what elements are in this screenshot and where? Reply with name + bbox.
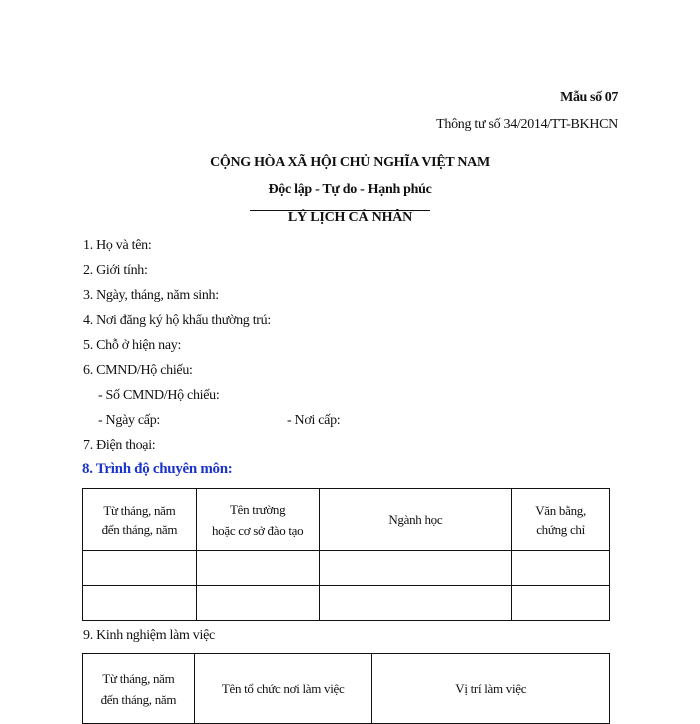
column-header-line: Ngành học [388,512,443,527]
field-permanent-address: 4. Nơi đăng ký hộ khẩu thường trú: [83,313,271,328]
table-header-row [83,489,610,551]
table-row [83,551,610,586]
table-cell[interactable] [319,586,512,621]
table-header-row [83,654,610,724]
table-cell[interactable] [196,586,319,621]
column-header-period [83,654,195,724]
column-header-degree [512,489,610,551]
column-header-line: Vị trí làm việc [455,681,527,696]
field-current-residence: 5. Chỗ ở hiện nay: [83,338,182,353]
table-cell[interactable] [512,586,610,621]
column-header-line: chứng chỉ [536,521,585,537]
form-code: Mẫu số 07 [560,90,618,105]
column-header-organization [194,654,372,724]
field-birth-date: 3. Ngày, tháng, năm sinh: [83,288,219,303]
circular-reference: Thông tư số 34/2014/TT-BKHCN [436,117,618,132]
experience-heading: 9. Kinh nghiệm làm việc [83,628,215,643]
education-table [82,488,610,621]
table-cell[interactable] [319,551,512,586]
field-issue-place: - Nơi cấp: [287,413,341,428]
table-cell[interactable] [83,586,197,621]
column-header-line: Từ tháng, năm [102,670,175,686]
table-cell[interactable] [196,551,319,586]
column-header-line: Tên trường [230,501,286,517]
field-issue-date: - Ngày cấp: [98,413,161,428]
column-header-line: hoặc cơ sở đào tạo [211,522,304,538]
column-header-school [196,489,319,551]
column-header-line: Văn bằng, [535,502,586,518]
document-title: LÝ LỊCH CÁ NHÂN [287,210,413,225]
column-header-line: đến tháng, năm [101,521,178,537]
field-gender: 2. Giới tính: [83,263,148,278]
national-title: CỘNG HÒA XÃ HỘI CHỦ NGHĨA VIỆT NAM [210,155,490,170]
field-id-card: 6. CMND/Hộ chiếu: [83,363,193,378]
national-motto: Độc lập - Tự do - Hạnh phúc [268,182,432,197]
column-header-line: Tên tổ chức nơi làm việc [221,681,345,696]
table-cell[interactable] [512,551,610,586]
field-id-number: - Số CMND/Hộ chiếu: [98,388,220,403]
column-header-line: Từ tháng, năm [103,502,176,518]
column-header-position [372,654,610,724]
table-cell[interactable] [83,551,197,586]
column-header-line: đến tháng, năm [100,691,177,707]
column-header-period [83,489,197,551]
field-phone: 7. Điện thoại: [83,438,156,453]
experience-table [82,653,610,724]
field-full-name: 1. Họ và tên: [83,238,152,253]
table-row [83,586,610,621]
column-header-major [319,489,512,551]
education-heading: 8. Trình độ chuyên môn: [82,461,233,477]
